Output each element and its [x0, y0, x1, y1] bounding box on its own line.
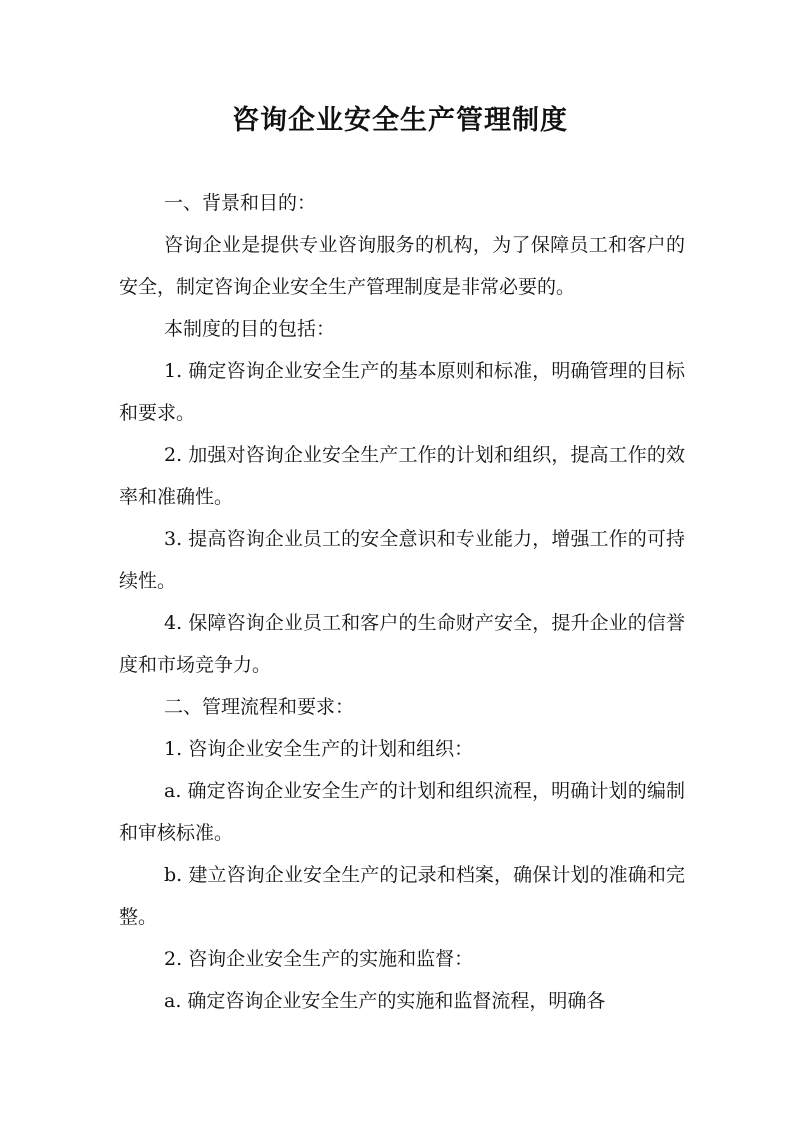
paragraph: 咨询企业是提供专业咨询服务的机构，为了保障员工和客户的安全，制定咨询企业安全生产管理制度是非常必要的。 [119, 234, 685, 298]
list-item: 1. 确定咨询企业安全生产的基本原则和标准，明确管理的目标和要求。 [119, 360, 685, 424]
list-item: 4. 保障咨询企业员工和客户的生命财产安全，提升企业的信誉度和市场竞争力。 [119, 612, 685, 676]
list-item: b. 建立咨询企业安全生产的记录和档案，确保计划的准确和完整。 [119, 864, 685, 928]
list-item: a. 确定咨询企业安全生产的实施和监督流程，明确各 [164, 990, 606, 1012]
list-item: 2. 加强对咨询企业安全生产工作的计划和组织，提高工作的效率和准确性。 [119, 444, 685, 508]
list-item: a. 确定咨询企业安全生产的计划和组织流程，明确计划的编制和审核标准。 [119, 780, 685, 844]
subsection-heading: 2. 咨询企业安全生产的实施和监督： [164, 948, 474, 970]
document-title: 咨询企业安全生产管理制度 [232, 105, 568, 136]
document-body [119, 182, 685, 1022]
paragraph: 本制度的目的包括： [164, 318, 336, 340]
subsection-heading: 1. 咨询企业安全生产的计划和组织： [164, 738, 474, 760]
section-heading-background: 一、背景和目的： [164, 192, 317, 214]
list-item: 3. 提高咨询企业员工的安全意识和专业能力，增强工作的可持续性。 [119, 528, 685, 592]
section-heading-process: 二、管理流程和要求： [164, 696, 355, 718]
